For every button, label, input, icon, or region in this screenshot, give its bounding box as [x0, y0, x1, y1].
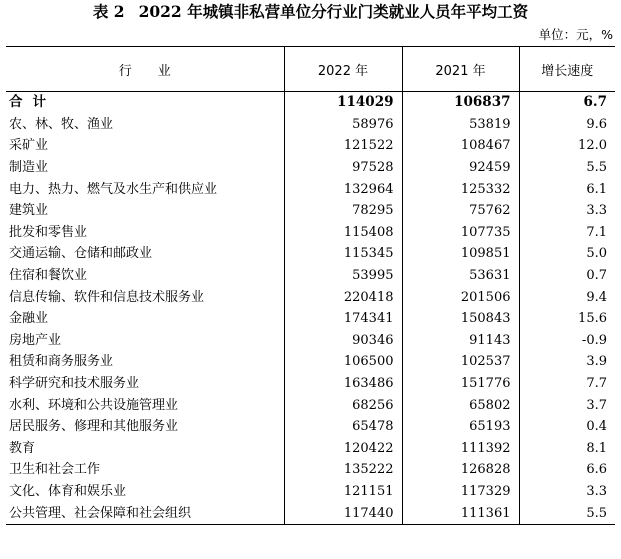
value-2022-cell: 115408: [284, 222, 402, 244]
table-number: 表 2: [92, 2, 125, 21]
industry-cell: 科学研究和技术服务业: [9, 376, 140, 392]
table-row: [6, 135, 615, 157]
value-2021-cell: 102537: [402, 351, 519, 373]
table-row: [6, 330, 615, 352]
industry-cell: 房地产业: [9, 332, 62, 348]
industry-cell: 电力、热力、燃气及水生产和供应业: [9, 181, 218, 197]
value-2022-cell: 132964: [284, 178, 402, 200]
header-growth: 增长速度: [519, 47, 615, 92]
growth-cell: 0.7: [519, 265, 615, 287]
growth-cell: 3.9: [519, 351, 615, 373]
table-title: [0, 3, 621, 21]
value-2022-cell: 121151: [284, 481, 402, 503]
value-2021-cell: 201506: [402, 286, 519, 308]
value-2021-cell: 65193: [402, 416, 519, 438]
industry-cell: 卫生和社会工作: [9, 462, 101, 478]
growth-cell: 7.1: [519, 222, 615, 244]
unit-note: 单位：元，%: [538, 27, 613, 42]
growth-cell: 0.4: [519, 416, 615, 438]
table-row: [6, 157, 615, 179]
table-row: [6, 438, 615, 460]
table-row: [6, 416, 615, 438]
value-2021-cell: 75762: [402, 200, 519, 222]
value-2021-cell: 125332: [402, 178, 519, 200]
header-industry: 行业: [6, 47, 284, 92]
value-2022-cell: 78295: [284, 200, 402, 222]
table-row: [6, 373, 615, 395]
industry-cell: 居民服务、修理和其他服务业: [9, 419, 179, 435]
value-2021-cell: 92459: [402, 157, 519, 179]
table-header-row: [6, 47, 615, 92]
header-2021: 2021 年: [402, 47, 519, 92]
wage-table: [6, 46, 615, 525]
value-2021-cell: 108467: [402, 135, 519, 157]
table-row: [6, 286, 615, 308]
growth-cell: 15.6: [519, 308, 615, 330]
value-2021-cell: 107735: [402, 222, 519, 244]
value-2021-cell: 65802: [402, 394, 519, 416]
value-2022-cell: 65478: [284, 416, 402, 438]
industry-cell: 金融业: [9, 311, 49, 327]
growth-cell: 5.5: [519, 157, 615, 179]
table-row: [6, 265, 615, 287]
industry-cell: 合计: [9, 94, 56, 111]
value-2021-cell: 126828: [402, 459, 519, 481]
value-2022-cell: 53995: [284, 265, 402, 287]
table-row: [6, 222, 615, 244]
growth-cell: 5.5: [519, 502, 615, 524]
growth-cell: 9.4: [519, 286, 615, 308]
growth-cell: 5.0: [519, 243, 615, 265]
industry-cell: 文化、体育和娱乐业: [9, 483, 127, 499]
growth-cell: 7.7: [519, 373, 615, 395]
industry-cell: 教育: [9, 440, 36, 456]
table-row: [6, 481, 615, 503]
value-2022-cell: 220418: [284, 286, 402, 308]
industry-cell: 信息传输、软件和信息技术服务业: [9, 289, 205, 305]
value-2021-cell: 151776: [402, 373, 519, 395]
header-2022: 2022 年: [284, 47, 402, 92]
growth-cell: 6.1: [519, 178, 615, 200]
value-2021-cell: 91143: [402, 330, 519, 352]
growth-cell: 6.7: [519, 92, 615, 114]
industry-cell: 制造业: [9, 160, 49, 176]
table-row: [6, 459, 615, 481]
value-2022-cell: 117440: [284, 502, 402, 524]
industry-cell: 公共管理、社会保障和社会组织: [6, 502, 284, 524]
industry-cell: 批发和零售业: [9, 224, 88, 240]
table-body: [6, 92, 615, 525]
value-2022-cell: 106500: [284, 351, 402, 373]
industry-cell: 水利、环境和公共设施管理业: [9, 397, 179, 413]
value-2021-cell: 106837: [402, 92, 519, 114]
value-2021-cell: 150843: [402, 308, 519, 330]
value-2022-cell: 58976: [284, 114, 402, 136]
growth-cell: 8.1: [519, 438, 615, 460]
table-title-text: 2022 年城镇非私营单位分行业门类就业人员年平均工资: [138, 2, 529, 21]
growth-cell: 3.3: [519, 481, 615, 503]
industry-cell: 采矿业: [9, 138, 49, 154]
growth-cell: 9.6: [519, 114, 615, 136]
growth-cell: 12.0: [519, 135, 615, 157]
value-2021-cell: 111361: [402, 502, 519, 524]
value-2022-cell: 68256: [284, 394, 402, 416]
table-row: [6, 243, 615, 265]
industry-cell: 建筑业: [9, 203, 49, 219]
total-row: [6, 92, 615, 114]
table-row: [6, 394, 615, 416]
value-2021-cell: 111392: [402, 438, 519, 460]
value-2022-cell: 115345: [284, 243, 402, 265]
value-2022-cell: 97528: [284, 157, 402, 179]
growth-cell: -0.9: [519, 330, 615, 352]
table-row: [6, 178, 615, 200]
table-row: [6, 308, 615, 330]
value-2022-cell: 135222: [284, 459, 402, 481]
industry-cell: 住宿和餐饮业: [9, 268, 88, 284]
value-2022-cell: 121522: [284, 135, 402, 157]
growth-cell: 3.7: [519, 394, 615, 416]
growth-cell: 6.6: [519, 459, 615, 481]
table-row: [6, 351, 615, 373]
industry-cell: 租赁和商务服务业: [9, 354, 114, 370]
value-2021-cell: 117329: [402, 481, 519, 503]
growth-cell: 3.3: [519, 200, 615, 222]
value-2022-cell: 90346: [284, 330, 402, 352]
value-2021-cell: 53819: [402, 114, 519, 136]
industry-cell: 农、林、牧、渔业: [9, 116, 114, 132]
table-row: [6, 114, 615, 136]
table-row: [6, 200, 615, 222]
value-2022-cell: 174341: [284, 308, 402, 330]
industry-cell: 交通运输、仓储和邮政业: [9, 246, 153, 262]
value-2022-cell: 114029: [284, 92, 402, 114]
table-row: [6, 502, 615, 524]
value-2022-cell: 120422: [284, 438, 402, 460]
value-2021-cell: 53631: [402, 265, 519, 287]
value-2022-cell: 163486: [284, 373, 402, 395]
value-2021-cell: 109851: [402, 243, 519, 265]
